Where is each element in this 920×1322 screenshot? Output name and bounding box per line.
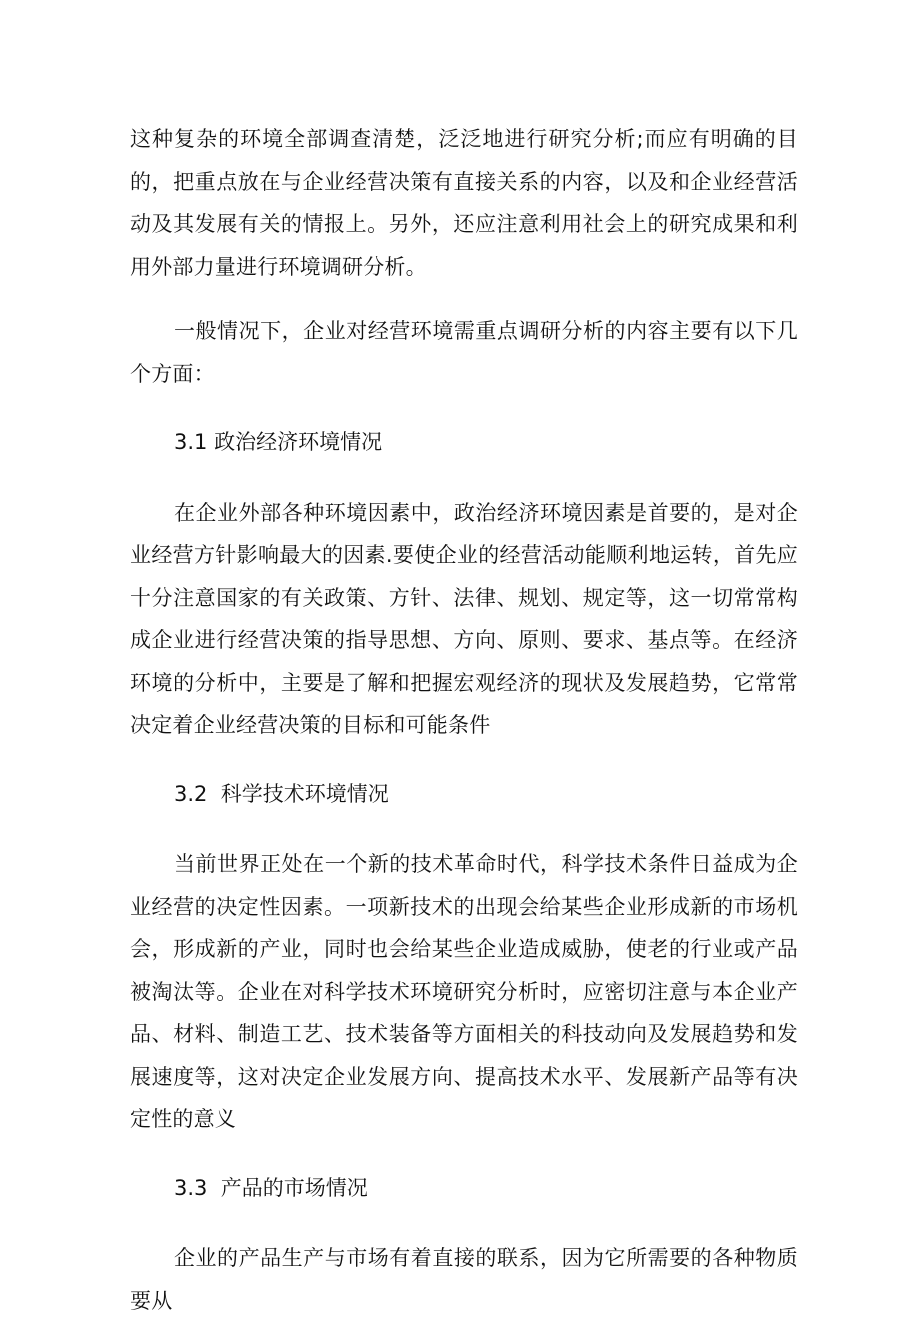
section-heading-3-2: 3.2 科学技术环境情况 <box>174 781 389 806</box>
section-heading-3-1: 3.1 政治经济环境情况 <box>174 430 383 454</box>
section-heading-3-3: 3.3 产品的市场情况 <box>174 1175 368 1200</box>
document-page <box>130 118 798 1322</box>
paragraph-overview: 一般情况下，企业对经营环境需重点调研分析的内容主要有以下几个方面： <box>130 319 798 386</box>
paragraph-science-technology: 当前世界正处在一个新的技术革命时代，科学技术条件日益成为企业经营的决定性因素。一项新技术的出现会给某些企业形成新的市场机会，形成新的产业，同时也会给某些企业造成威胁，使老的行业或产品被淘汰等。企业在对科学技术环境研究分析时，应密切注意与本企业产品、材料、制造工艺、技术装备等方面相关的科技动向及发展趋势和发展速度等，这对决定企业发展方向、提高技术水平、发展新产品等有决定性的意义 <box>130 852 798 1131</box>
paragraph-product-market: 企业的产品生产与市场有着直接的联系，因为它所需要的各种物质要从 <box>130 1246 798 1313</box>
paragraph-continuation: 这种复杂的环境全部调查清楚，泛泛地进行研究分析;而应有明确的目的，把重点放在与企业经营决策有直接关系的内容，以及和企业经营活动及其发展有关的情报上。另外，还应注意利用社会上的研究成果和利用外部力量进行环境调研分析。 <box>130 127 798 279</box>
paragraph-political-economic: 在企业外部各种环境因素中，政治经济环境因素是首要的，是对企业经营方针影响最大的因素.要使企业的经营活动能顺利地运转，首先应十分注意国家的有关政策、方针、法律、规划、规定等，这一切常常构成企业进行经营决策的指导思想、方向、原则、要求、基点等。在经济环境的分析中，主要是了解和把握宏观经济的现状及发展趋势，它常常决定着企业经营决策的目标和可能条件 <box>130 500 798 737</box>
